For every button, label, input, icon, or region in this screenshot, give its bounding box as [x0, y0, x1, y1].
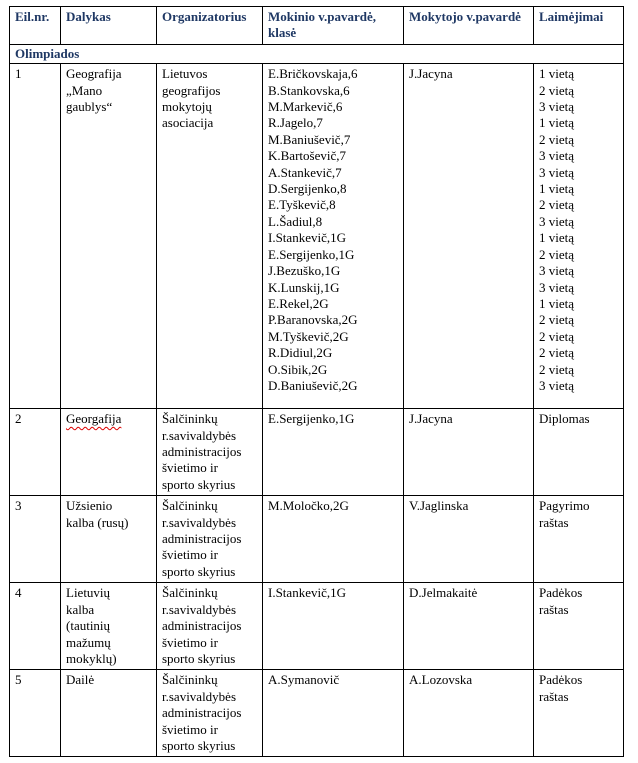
cell-subject-line: Lietuvių: [66, 585, 111, 601]
cell-student: [263, 64, 404, 409]
cell-organizer-line: švietimo ir: [162, 721, 218, 737]
cell-result-line: 1 vietą: [539, 181, 575, 197]
cell-organizer-line: administracijos: [162, 531, 242, 547]
column-header-organizer: Organizatorius: [157, 7, 263, 45]
cell-nr: 1: [10, 64, 61, 409]
cell-organizer-line: Šalčininkų: [162, 498, 218, 514]
cell-organizer-line: Šalčininkų: [162, 585, 218, 601]
cell-student-line: A.Stankevič,7: [268, 164, 342, 180]
cell-result-line: 2 vietą: [539, 82, 575, 98]
cell-organizer: [157, 409, 263, 496]
table-row: [10, 409, 624, 496]
cell-result-line: 2 vietą: [539, 131, 575, 147]
olympiad-results-table: [9, 6, 624, 757]
section-title: Olimpiados: [10, 44, 624, 63]
cell-subject-line: Geografija: [66, 66, 122, 82]
cell-organizer-line: švietimo ir: [162, 634, 218, 650]
cell-student: [263, 583, 404, 670]
cell-student-line: I.Stankevič,1G: [268, 585, 346, 601]
column-header-teacher: Mokytojo v.pavardė: [404, 7, 534, 45]
cell-result-line: 2 vietą: [539, 246, 575, 262]
cell-result-line: 3 vietą: [539, 99, 575, 115]
cell-organizer-line: sporto skyrius: [162, 737, 236, 753]
cell-subject-line: (tautinių: [66, 618, 111, 634]
cell-result: [534, 670, 624, 757]
cell-subject: [61, 496, 157, 583]
cell-organizer: [157, 64, 263, 409]
table-row: [10, 583, 624, 670]
cell-subject-line: kalba: [66, 601, 95, 617]
cell-nr: 3: [10, 496, 61, 583]
cell-student-line: M.Moločko,2G: [268, 498, 349, 514]
cell-student-line: E.Sergijenko,1G: [268, 246, 355, 262]
cell-result-line: 3 vietą: [539, 377, 575, 393]
cell-student-line: A.Symanovič: [268, 672, 340, 688]
cell-student-line: P.Baranovska,2G: [268, 312, 358, 328]
cell-organizer-line: sporto skyrius: [162, 476, 236, 492]
cell-organizer-line: sporto skyrius: [162, 650, 236, 666]
cell-result-line: Padėkos: [539, 672, 583, 688]
cell-result: [534, 583, 624, 670]
cell-result-line: 3 vietą: [539, 213, 575, 229]
cell-subject: [61, 583, 157, 670]
cell-subject-line: mažumų: [66, 634, 111, 650]
cell-teacher: D.Jelmakaitė: [404, 583, 534, 670]
cell-organizer-line: Šalčininkų: [162, 672, 218, 688]
column-header-student: Mokinio v.pavardė, klasė: [263, 7, 404, 45]
cell-student-line: R.Didiul,2G: [268, 345, 333, 361]
cell-result-line: raštas: [539, 514, 569, 530]
cell-student-line: E.Tyškevič,8: [268, 197, 336, 213]
cell-student-line: O.Sibik,2G: [268, 361, 328, 377]
cell-student-line: B.Stankovska,6: [268, 82, 350, 98]
cell-organizer-line: mokytojų: [162, 99, 212, 115]
cell-student: [263, 409, 404, 496]
cell-organizer-line: Šalčininkų: [162, 411, 218, 427]
cell-result: [534, 496, 624, 583]
cell-student-line: J.Bezuško,1G: [268, 263, 341, 279]
cell-teacher: J.Jacyna: [404, 64, 534, 409]
cell-student-line: K.Bartoševič,7: [268, 148, 346, 164]
cell-nr: 2: [10, 409, 61, 496]
cell-result-line: 3 vietą: [539, 279, 575, 295]
cell-student-line: D.Sergijenko,8: [268, 181, 347, 197]
cell-nr: 5: [10, 670, 61, 757]
cell-result: [534, 409, 624, 496]
cell-student-line: K.Lunskij,1G: [268, 279, 340, 295]
cell-student-line: D.Baniuševič,2G: [268, 377, 358, 393]
cell-organizer-line: Lietuvos: [162, 66, 208, 82]
cell-subject: [61, 64, 157, 409]
cell-organizer-line: administracijos: [162, 618, 242, 634]
cell-organizer-line: r.savivaldybės: [162, 688, 237, 704]
cell-result-line: raštas: [539, 688, 569, 704]
cell-subject-line: „Mano: [66, 82, 103, 98]
cell-organizer: [157, 583, 263, 670]
cell-student: [263, 496, 404, 583]
cell-student-line: L.Šadiul,8: [268, 213, 323, 229]
cell-result-line: 2 vietą: [539, 328, 575, 344]
cell-result-line: 1 vietą: [539, 230, 575, 246]
cell-teacher: A.Lozovska: [404, 670, 534, 757]
cell-result: [534, 64, 624, 409]
cell-organizer-line: asociacija: [162, 115, 214, 131]
cell-result-line: Padėkos: [539, 585, 583, 601]
cell-nr: 4: [10, 583, 61, 670]
cell-result-line: Pagyrimo: [539, 498, 590, 514]
table-row: [10, 64, 624, 409]
cell-result-line: 2 vietą: [539, 197, 575, 213]
cell-organizer-line: švietimo ir: [162, 547, 218, 563]
cell-organizer-line: r.savivaldybės: [162, 514, 237, 530]
cell-organizer-line: švietimo ir: [162, 460, 218, 476]
cell-subject-line: gaublys“: [66, 99, 113, 115]
cell-organizer-line: r.savivaldybės: [162, 427, 237, 443]
cell-subject-line: mokyklų): [66, 650, 117, 666]
cell-result-line: 2 vietą: [539, 345, 575, 361]
cell-organizer-line: r.savivaldybės: [162, 601, 237, 617]
cell-result-line: 3 vietą: [539, 164, 575, 180]
column-header-subject: Dalykas: [61, 7, 157, 45]
cell-result-line: 3 vietą: [539, 263, 575, 279]
cell-student-line: E.Sergijenko,1G: [268, 411, 355, 427]
section-row: [10, 44, 624, 63]
cell-result-line: raštas: [539, 601, 569, 617]
cell-subject-line: kalba (rusų): [66, 514, 129, 530]
table-row: [10, 496, 624, 583]
cell-student-line: E.Rekel,2G: [268, 295, 329, 311]
cell-student-line: M.Markevič,6: [268, 99, 343, 115]
cell-subject-line: Georgafija: [66, 411, 122, 427]
cell-teacher: V.Jaglinska: [404, 496, 534, 583]
cell-result-line: 1 vietą: [539, 115, 575, 131]
cell-subject-line: Užsienio: [66, 498, 113, 514]
table-row: [10, 670, 624, 757]
cell-result-line: 1 vietą: [539, 66, 575, 82]
cell-result-line: 1 vietą: [539, 295, 575, 311]
cell-subject: [61, 409, 157, 496]
cell-student: [263, 670, 404, 757]
cell-student-line: E.Bričkovskaja,6: [268, 66, 358, 82]
cell-student-line: I.Stankevič,1G: [268, 230, 346, 246]
cell-organizer: [157, 496, 263, 583]
cell-teacher: J.Jacyna: [404, 409, 534, 496]
cell-organizer-line: geografijos: [162, 82, 221, 98]
column-header-nr: Eil.nr.: [10, 7, 61, 45]
header-row: [10, 7, 624, 45]
cell-organizer-line: sporto skyrius: [162, 563, 236, 579]
cell-student-line: M.Baniuševič,7: [268, 131, 351, 147]
column-header-results: Laimėjimai: [534, 7, 624, 45]
cell-result-line: Diplomas: [539, 411, 590, 427]
cell-student-line: M.Tyškevič,2G: [268, 328, 349, 344]
cell-result-line: 2 vietą: [539, 312, 575, 328]
cell-organizer: [157, 670, 263, 757]
cell-organizer-line: administracijos: [162, 705, 242, 721]
cell-result-line: 3 vietą: [539, 148, 575, 164]
cell-result-line: 2 vietą: [539, 361, 575, 377]
cell-subject: [61, 670, 157, 757]
cell-subject-line: Dailė: [66, 672, 95, 688]
cell-organizer-line: administracijos: [162, 444, 242, 460]
cell-student-line: R.Jagelo,7: [268, 115, 323, 131]
